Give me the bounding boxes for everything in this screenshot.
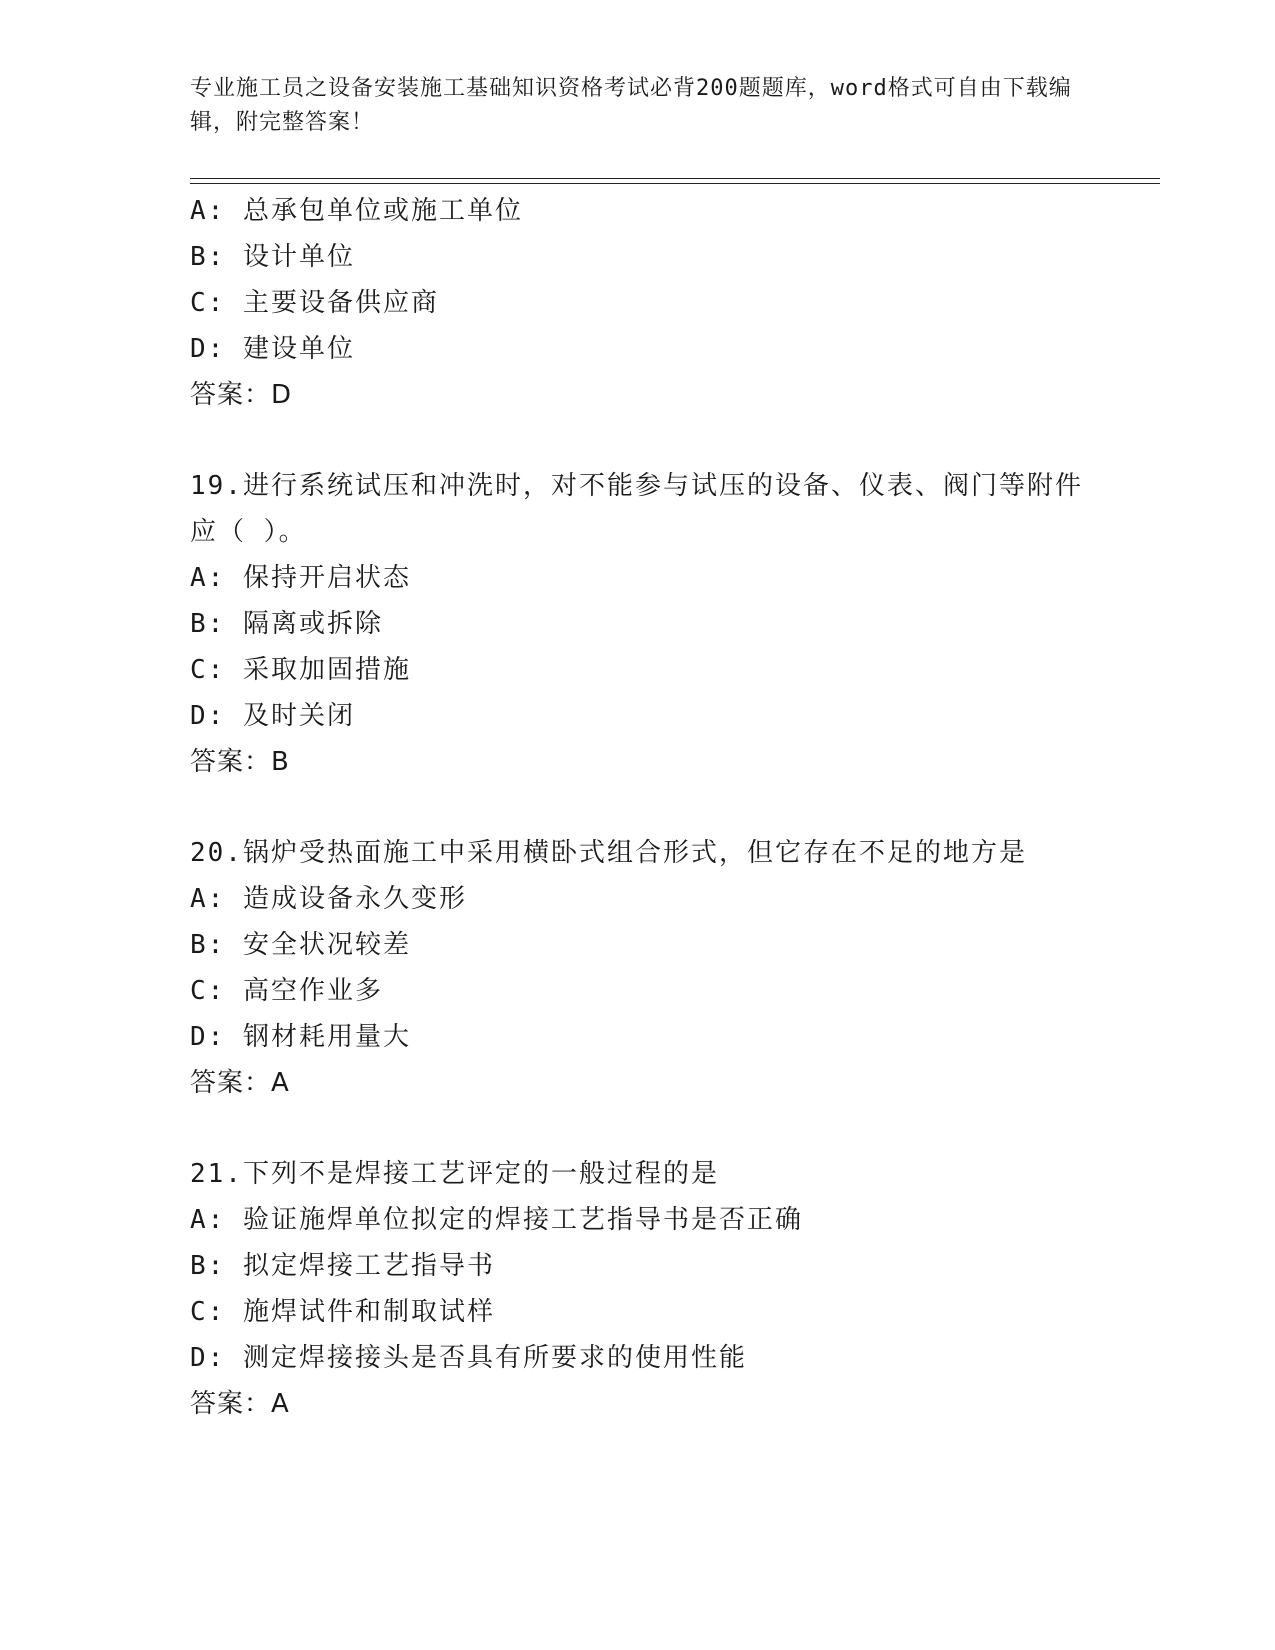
option-a: A: 验证施焊单位拟定的焊接工艺指导书是否正确 (190, 1205, 803, 1235)
question-list (190, 188, 1090, 1427)
answer-label: 答案： (190, 1068, 272, 1098)
option-b: B: 设计单位 (190, 242, 355, 272)
answer-label: 答案： (190, 1389, 272, 1419)
spacer (190, 785, 1090, 830)
option-b: B: 安全状况较差 (190, 930, 411, 960)
option-c: C: 主要设备供应商 (190, 288, 439, 318)
spacer (190, 1106, 1090, 1151)
document-header: 专业施工员之设备安装施工基础知识资格考试必背200题题库，word格式可自由下载编辑，附完整答案！ (190, 76, 1072, 135)
header-rule-top (190, 178, 1160, 179)
option-d: D: 钢材耗用量大 (190, 1022, 411, 1052)
option-a: A: 总承包单位或施工单位 (190, 196, 523, 226)
question-21 (190, 1151, 1090, 1427)
question-19 (190, 463, 1090, 785)
header-rule-bottom (190, 183, 1160, 184)
answer-line (190, 1381, 1090, 1427)
answer-line (190, 739, 1090, 785)
question-text: 20.锅炉受热面施工中采用横卧式组合形式，但它存在不足的地方是 (190, 838, 1027, 868)
option-d: D: 及时关闭 (190, 701, 355, 731)
question-20 (190, 830, 1090, 1106)
answer-value: D (271, 380, 292, 410)
option-b: B: 拟定焊接工艺指导书 (190, 1251, 495, 1281)
question-text (190, 463, 1090, 555)
answer-line (190, 372, 1090, 418)
answer-value: A (271, 1068, 289, 1098)
option-c: C: 施焊试件和制取试样 (190, 1297, 495, 1327)
answer-label: 答案： (190, 747, 272, 777)
answer-value: B (271, 747, 289, 777)
question-text-content: 19.进行系统试压和冲洗时，对不能参与试压的设备、仪表、阀门等附件应（ ）。 (190, 471, 1083, 547)
option-d: D: 建设单位 (190, 334, 355, 364)
spacer (190, 418, 1090, 463)
option-c: C: 高空作业多 (190, 976, 383, 1006)
question-18 (190, 188, 1090, 418)
answer-label: 答案： (190, 380, 272, 410)
option-a: A: 保持开启状态 (190, 563, 411, 593)
answer-value: A (271, 1389, 289, 1419)
option-b: B: 隔离或拆除 (190, 609, 383, 639)
question-text: 21.下列不是焊接工艺评定的一般过程的是 (190, 1159, 719, 1189)
option-c: C: 采取加固措施 (190, 655, 411, 685)
option-d: D: 测定焊接接头是否具有所要求的使用性能 (190, 1343, 747, 1373)
option-a: A: 造成设备永久变形 (190, 884, 467, 914)
answer-line (190, 1060, 1090, 1106)
